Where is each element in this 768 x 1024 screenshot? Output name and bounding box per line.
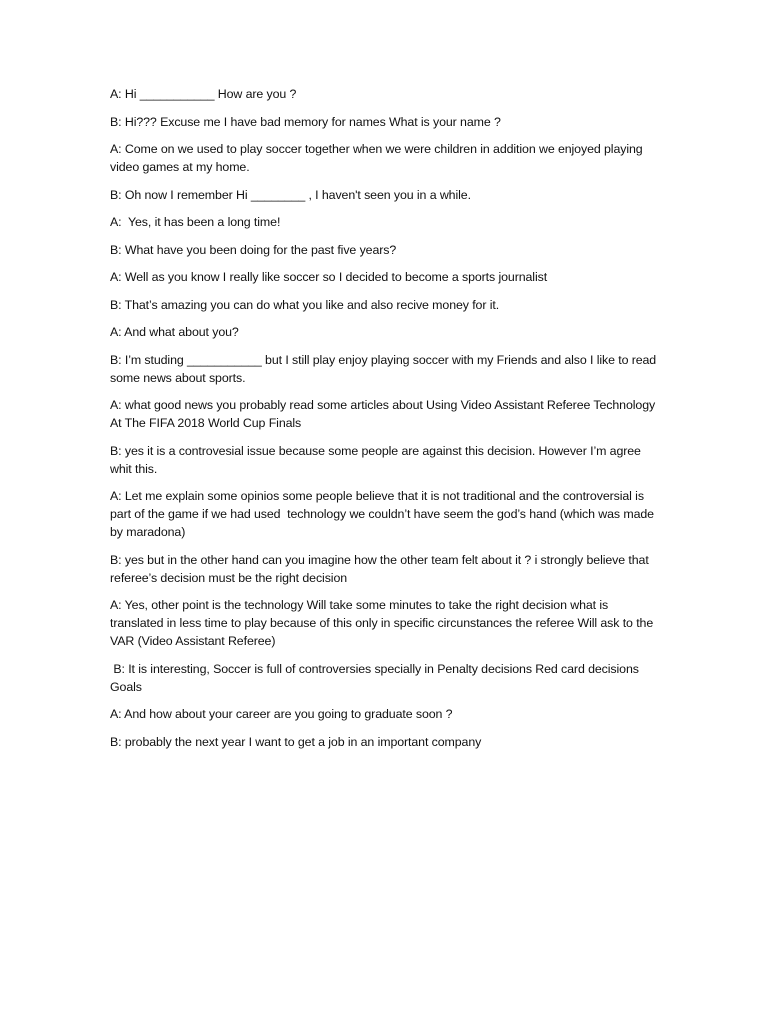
- dialogue-line-a-greeting: A: Hi ___________ How are you ?: [110, 87, 297, 101]
- dialogue-line-b-five-years: B: What have you been doing for the past five years?: [110, 242, 397, 257]
- dialogue-line-b-other-team: B: yes but in the other hand can you imagine how the other team felt about it ? i strongly believe that referee’s decision must be the right decision: [110, 552, 653, 585]
- dialogue-line-a-journalist: A: Well as you know I really like soccer so I decided to become a sports journalist: [110, 270, 548, 284]
- dialogue-line-b-remember: B: Oh now I remember Hi ________ , I haven't seen you in a while.: [110, 187, 471, 202]
- dialogue-line-a-var-articles: A: what good news you probably read some articles about Using Video Assistant Referee Technology At The FIFA 2018 World Cup Finals: [110, 398, 658, 430]
- dialogue-line-b-amazing: B: That’s amazing you can do what you like and also recive money for it.: [110, 297, 500, 312]
- dialogue-line-a-childhood: A: Come on we used to play soccer together when we were children in addition we enjoyed playing video games at my home.: [110, 142, 646, 174]
- dialogue-line-a-opinions: A: Let me explain some opinios some people believe that it is not traditional and the controversial is part of the game if we had used technology we couldn’t have seem the god’s hand (which was made by maradona): [110, 489, 658, 539]
- dialogue-line-a-about-you: A: And what about you?: [110, 325, 239, 339]
- dialogue-line-b-controversial: B: yes it is a controvesial issue because some people are against this decision. However I’m agree whit this.: [110, 443, 645, 476]
- dialogue-text: [110, 85, 660, 760]
- dialogue-line-b-next-year: B: probably the next year I want to get a job in an important company: [110, 734, 482, 749]
- dialogue-line-b-studying: B: I’m studing ___________ but I still play enjoy playing soccer with my Friends and also I like to read some news about sports.: [110, 352, 660, 385]
- dialogue-line-b-interesting: B: It is interesting, Soccer is full of controversies specially in Penalty decisions Red card decisions Goals: [110, 661, 643, 694]
- dialogue-line-a-career: A: And how about your career are you going to graduate soon ?: [110, 707, 453, 721]
- dialogue-line-a-technology-time: A: Yes, other point is the technology Will take some minutes to take the right decision what is translated in less time to play because of this only in specific circunstances the referee Will ask to the VAR (Video Assistant Referee): [110, 598, 657, 648]
- dialogue-line-b-forgot-name: B: Hi??? Excuse me I have bad memory for names What is your name ?: [110, 114, 501, 129]
- dialogue-line-a-long-time: A: Yes, it has been a long time!: [110, 215, 281, 229]
